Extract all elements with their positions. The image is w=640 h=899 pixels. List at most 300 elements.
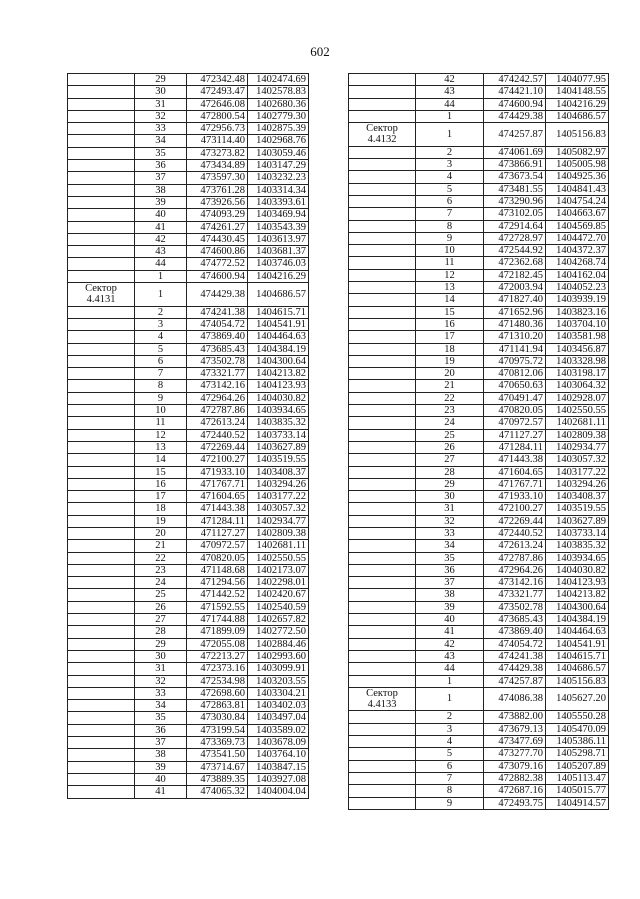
sector-cell	[349, 220, 416, 232]
x-coordinate: 471652.96	[484, 306, 546, 318]
table-row	[349, 577, 609, 589]
table-row	[68, 737, 309, 749]
table-row	[349, 785, 609, 797]
y-coordinate: 1403328.98	[546, 355, 609, 367]
point-number: 39	[135, 196, 187, 208]
x-coordinate: 473434.89	[187, 160, 248, 172]
x-coordinate: 473714.67	[187, 761, 248, 773]
table-row	[68, 700, 309, 712]
point-number: 24	[416, 417, 484, 429]
point-number: 30	[416, 491, 484, 503]
y-coordinate: 1403681.37	[248, 246, 309, 258]
point-number: 8	[416, 785, 484, 797]
point-number: 35	[135, 147, 187, 159]
table-row	[68, 466, 309, 478]
sector-cell	[349, 663, 416, 675]
point-number: 44	[135, 258, 187, 270]
point-number: 28	[135, 626, 187, 638]
table-row	[68, 441, 309, 453]
y-coordinate: 1402968.76	[248, 135, 309, 147]
table-row	[68, 724, 309, 736]
point-number: 20	[135, 527, 187, 539]
y-coordinate: 1404148.55	[546, 86, 609, 98]
x-coordinate: 472882.38	[484, 772, 546, 784]
y-coordinate: 1403678.09	[248, 737, 309, 749]
x-coordinate: 472100.27	[484, 503, 546, 515]
y-coordinate: 1404925.36	[546, 171, 609, 183]
point-number: 2	[416, 711, 484, 723]
y-coordinate: 1405470.09	[546, 723, 609, 735]
sector-cell	[349, 503, 416, 515]
table-row	[349, 760, 609, 772]
y-coordinate: 1403543.39	[248, 221, 309, 233]
sector-cell	[349, 552, 416, 564]
table-row	[68, 209, 309, 221]
table-row	[349, 638, 609, 650]
sector-cell	[349, 491, 416, 503]
x-coordinate: 473079.16	[484, 760, 546, 772]
table-row	[349, 294, 609, 306]
sector-cell	[68, 626, 135, 638]
table-row	[349, 368, 609, 380]
table-row	[349, 380, 609, 392]
point-number: 7	[416, 208, 484, 220]
sector-cell	[349, 74, 416, 86]
sector-cell	[349, 98, 416, 110]
table-row	[349, 540, 609, 552]
sector-cell	[349, 405, 416, 417]
y-coordinate: 1404268.74	[546, 257, 609, 269]
table-row	[68, 355, 309, 367]
table-row	[68, 331, 309, 343]
table-row	[68, 147, 309, 159]
x-coordinate: 473673.54	[484, 171, 546, 183]
sector-cell	[68, 172, 135, 184]
x-coordinate: 473597.30	[187, 172, 248, 184]
sector-cell	[68, 86, 135, 98]
point-number: 39	[135, 761, 187, 773]
point-number: 29	[416, 478, 484, 490]
sector-cell	[349, 601, 416, 613]
table-row	[349, 663, 609, 675]
x-coordinate: 470975.72	[484, 355, 546, 367]
point-number: 9	[416, 797, 484, 809]
x-coordinate: 474086.38	[484, 687, 546, 711]
y-coordinate: 1404464.63	[248, 331, 309, 343]
sector-cell	[68, 700, 135, 712]
point-number: 15	[135, 466, 187, 478]
sector-cell	[349, 748, 416, 760]
y-coordinate: 1403177.22	[248, 491, 309, 503]
x-coordinate: 471933.10	[484, 491, 546, 503]
table-row	[349, 711, 609, 723]
x-coordinate: 471310.20	[484, 331, 546, 343]
sector-cell	[68, 663, 135, 675]
sector-cell	[68, 233, 135, 245]
point-number: 23	[416, 405, 484, 417]
x-coordinate: 474257.87	[484, 123, 546, 147]
x-coordinate: 474429.38	[484, 110, 546, 122]
sector-cell	[68, 209, 135, 221]
sector-cell	[349, 306, 416, 318]
sector-cell	[68, 724, 135, 736]
x-coordinate: 472863.81	[187, 700, 248, 712]
sector-cell	[349, 110, 416, 122]
table-row	[68, 233, 309, 245]
x-coordinate: 471443.38	[187, 503, 248, 515]
sector-cell	[68, 270, 135, 282]
y-coordinate: 1404372.37	[546, 245, 609, 257]
sector-cell	[349, 527, 416, 539]
point-number: 36	[135, 724, 187, 736]
sector-cell	[349, 614, 416, 626]
y-coordinate: 1404841.43	[546, 183, 609, 195]
y-coordinate: 1403823.16	[546, 306, 609, 318]
y-coordinate: 1404615.71	[546, 650, 609, 662]
table-row	[68, 98, 309, 110]
table-row	[68, 392, 309, 404]
table-row	[349, 195, 609, 207]
point-number: 1	[416, 123, 484, 147]
y-coordinate: 1402298.01	[248, 577, 309, 589]
table-row	[349, 454, 609, 466]
sector-cell	[349, 208, 416, 220]
table-row	[68, 478, 309, 490]
point-number: 1	[416, 110, 484, 122]
sector-cell	[349, 515, 416, 527]
sector-cell	[349, 736, 416, 748]
table-row	[349, 797, 609, 809]
sector-cell	[68, 577, 135, 589]
sector-cell	[349, 282, 416, 294]
table-row	[349, 98, 609, 110]
point-number: 34	[135, 135, 187, 147]
x-coordinate: 471480.36	[484, 318, 546, 330]
x-coordinate: 472956.73	[187, 123, 248, 135]
page-number: 602	[310, 44, 330, 59]
x-coordinate: 470650.63	[484, 380, 546, 392]
table-row	[68, 283, 309, 307]
coordinates-table-left	[67, 73, 309, 799]
point-number: 28	[416, 466, 484, 478]
table-row	[349, 736, 609, 748]
y-coordinate: 1404464.63	[546, 626, 609, 638]
x-coordinate: 474241.38	[187, 306, 248, 318]
table-row	[349, 306, 609, 318]
y-coordinate: 1403057.32	[248, 503, 309, 515]
y-coordinate: 1403704.10	[546, 318, 609, 330]
table-row	[349, 257, 609, 269]
y-coordinate: 1404384.19	[546, 614, 609, 626]
x-coordinate: 473685.43	[187, 343, 248, 355]
point-number: 3	[416, 159, 484, 171]
table-row	[349, 110, 609, 122]
x-coordinate: 471933.10	[187, 466, 248, 478]
point-number: 3	[416, 723, 484, 735]
point-number: 14	[135, 454, 187, 466]
point-number: 32	[135, 110, 187, 122]
y-coordinate: 1405005.98	[546, 159, 609, 171]
x-coordinate: 472003.94	[484, 282, 546, 294]
sector-cell	[349, 86, 416, 98]
point-number: 2	[135, 306, 187, 318]
x-coordinate: 472055.08	[187, 638, 248, 650]
table-row	[349, 772, 609, 784]
point-number: 1	[416, 687, 484, 711]
sector-cell: Сектор 4.4131	[68, 283, 135, 307]
table-row	[349, 441, 609, 453]
sector-cell	[349, 269, 416, 281]
sector-cell	[349, 245, 416, 257]
y-coordinate: 1403064.32	[546, 380, 609, 392]
sector-cell	[68, 392, 135, 404]
point-number: 5	[416, 183, 484, 195]
table-row	[349, 208, 609, 220]
x-coordinate: 473889.35	[187, 773, 248, 785]
point-number: 6	[416, 195, 484, 207]
y-coordinate: 1404030.82	[546, 564, 609, 576]
sector-cell	[68, 614, 135, 626]
y-coordinate: 1403456.87	[546, 343, 609, 355]
table-row	[349, 171, 609, 183]
y-coordinate: 1402550.55	[248, 552, 309, 564]
y-coordinate: 1403393.61	[248, 196, 309, 208]
table-row	[349, 601, 609, 613]
y-coordinate: 1404615.71	[248, 306, 309, 318]
sector-cell	[349, 171, 416, 183]
table-row	[349, 343, 609, 355]
y-coordinate: 1404004.04	[248, 786, 309, 798]
sector-cell	[68, 184, 135, 196]
point-number: 10	[135, 405, 187, 417]
y-coordinate: 1404914.57	[546, 797, 609, 809]
point-number: 2	[416, 146, 484, 158]
y-coordinate: 1402875.39	[248, 123, 309, 135]
point-number: 37	[135, 737, 187, 749]
x-coordinate: 470820.05	[484, 405, 546, 417]
point-number: 1	[135, 270, 187, 282]
y-coordinate: 1403581.98	[546, 331, 609, 343]
point-number: 13	[135, 441, 187, 453]
sector-cell	[68, 650, 135, 662]
point-number: 38	[135, 749, 187, 761]
point-number: 19	[416, 355, 484, 367]
x-coordinate: 474061.69	[484, 146, 546, 158]
x-coordinate: 472493.75	[484, 797, 546, 809]
x-coordinate: 474065.32	[187, 786, 248, 798]
x-coordinate: 473481.55	[484, 183, 546, 195]
y-coordinate: 1403939.19	[546, 294, 609, 306]
point-number: 9	[135, 392, 187, 404]
sector-cell	[68, 540, 135, 552]
sector-cell	[349, 626, 416, 638]
table-row	[68, 270, 309, 282]
sector-cell	[349, 429, 416, 441]
table-row	[68, 380, 309, 392]
table-row	[68, 196, 309, 208]
point-number: 18	[416, 343, 484, 355]
table-row	[68, 687, 309, 699]
point-number: 35	[416, 552, 484, 564]
y-coordinate: 1403627.89	[546, 515, 609, 527]
point-number: 32	[135, 675, 187, 687]
table-row	[68, 221, 309, 233]
y-coordinate: 1403294.26	[248, 478, 309, 490]
table-row	[349, 429, 609, 441]
y-coordinate: 1402680.36	[248, 98, 309, 110]
y-coordinate: 1403408.37	[546, 491, 609, 503]
sector-cell	[68, 589, 135, 601]
y-coordinate: 1405627.20	[546, 687, 609, 711]
point-number: 24	[135, 577, 187, 589]
y-coordinate: 1404213.82	[248, 368, 309, 380]
table-row	[68, 749, 309, 761]
point-number: 32	[416, 515, 484, 527]
point-number: 11	[416, 257, 484, 269]
sector-cell	[68, 380, 135, 392]
table-row	[68, 675, 309, 687]
x-coordinate: 472964.26	[484, 564, 546, 576]
table-row	[68, 246, 309, 258]
x-coordinate: 474600.94	[187, 270, 248, 282]
table-row	[349, 232, 609, 244]
point-number: 8	[416, 220, 484, 232]
x-coordinate: 471442.52	[187, 589, 248, 601]
y-coordinate: 1403835.32	[248, 417, 309, 429]
x-coordinate: 472373.16	[187, 663, 248, 675]
x-coordinate: 470812.06	[484, 368, 546, 380]
table-row	[68, 135, 309, 147]
table-row	[68, 184, 309, 196]
point-number: 13	[416, 282, 484, 294]
x-coordinate: 474600.86	[187, 246, 248, 258]
sector-cell	[349, 785, 416, 797]
sector-cell	[349, 183, 416, 195]
y-coordinate: 1402657.82	[248, 614, 309, 626]
x-coordinate: 472787.86	[484, 552, 546, 564]
sector-cell: Сектор 4.4133	[349, 687, 416, 711]
x-coordinate: 474421.10	[484, 86, 546, 98]
y-coordinate: 1403497.04	[248, 712, 309, 724]
y-coordinate: 1404384.19	[248, 343, 309, 355]
table-row	[68, 552, 309, 564]
x-coordinate: 473541.50	[187, 749, 248, 761]
y-coordinate: 1402934.77	[546, 441, 609, 453]
sector-cell	[349, 257, 416, 269]
y-coordinate: 1402173.07	[248, 564, 309, 576]
point-number: 12	[135, 429, 187, 441]
table-row	[349, 515, 609, 527]
x-coordinate: 472342.48	[187, 74, 248, 86]
table-row	[68, 368, 309, 380]
x-coordinate: 472646.08	[187, 98, 248, 110]
y-coordinate: 1404216.29	[546, 98, 609, 110]
sector-cell	[349, 466, 416, 478]
y-coordinate: 1402540.59	[248, 601, 309, 613]
y-coordinate: 1404686.57	[546, 663, 609, 675]
y-coordinate: 1404754.24	[546, 195, 609, 207]
point-number: 7	[135, 368, 187, 380]
x-coordinate: 473273.82	[187, 147, 248, 159]
sector-cell	[68, 331, 135, 343]
table-row	[68, 123, 309, 135]
table-row	[68, 160, 309, 172]
x-coordinate: 474093.29	[187, 209, 248, 221]
table-row	[349, 220, 609, 232]
y-coordinate: 1402934.77	[248, 515, 309, 527]
point-number: 6	[135, 355, 187, 367]
y-coordinate: 1403408.37	[248, 466, 309, 478]
coordinates-table-right	[348, 73, 609, 810]
y-coordinate: 1403099.91	[248, 663, 309, 675]
x-coordinate: 473869.40	[484, 626, 546, 638]
x-coordinate: 474261.27	[187, 221, 248, 233]
x-coordinate: 474242.57	[484, 74, 546, 86]
sector-cell	[68, 98, 135, 110]
point-number: 16	[416, 318, 484, 330]
table-row	[68, 110, 309, 122]
point-number: 14	[416, 294, 484, 306]
sector-cell	[68, 786, 135, 798]
sector-cell	[68, 258, 135, 270]
y-coordinate: 1403402.03	[248, 700, 309, 712]
y-coordinate: 1405298.71	[546, 748, 609, 760]
sector-cell	[349, 232, 416, 244]
x-coordinate: 471284.11	[484, 441, 546, 453]
x-coordinate: 474429.38	[187, 283, 248, 307]
point-number: 43	[416, 650, 484, 662]
x-coordinate: 473502.78	[187, 355, 248, 367]
table-row	[68, 761, 309, 773]
table-row	[68, 614, 309, 626]
y-coordinate: 1402681.11	[248, 540, 309, 552]
table-row	[349, 86, 609, 98]
table-row	[349, 527, 609, 539]
table-row	[68, 318, 309, 330]
table-row	[68, 86, 309, 98]
x-coordinate: 471148.68	[187, 564, 248, 576]
point-number: 6	[416, 760, 484, 772]
sector-cell	[349, 343, 416, 355]
point-number: 26	[135, 601, 187, 613]
point-number: 7	[416, 772, 484, 784]
x-coordinate: 473114.40	[187, 135, 248, 147]
x-coordinate: 470972.57	[484, 417, 546, 429]
sector-cell	[349, 318, 416, 330]
table-row	[349, 331, 609, 343]
y-coordinate: 1404569.85	[546, 220, 609, 232]
y-coordinate: 1404213.82	[546, 589, 609, 601]
y-coordinate: 1403589.02	[248, 724, 309, 736]
x-coordinate: 474600.94	[484, 98, 546, 110]
point-number: 37	[416, 577, 484, 589]
table-row	[68, 786, 309, 798]
table-row	[68, 564, 309, 576]
table-row	[349, 159, 609, 171]
y-coordinate: 1403835.32	[546, 540, 609, 552]
y-coordinate: 1404162.04	[546, 269, 609, 281]
y-coordinate: 1403934.65	[546, 552, 609, 564]
sector-cell	[68, 491, 135, 503]
point-number: 40	[135, 209, 187, 221]
table-row	[349, 417, 609, 429]
table-row	[68, 650, 309, 662]
y-coordinate: 1403746.03	[248, 258, 309, 270]
sector-cell	[349, 797, 416, 809]
y-coordinate: 1402420.67	[248, 589, 309, 601]
y-coordinate: 1403232.23	[248, 172, 309, 184]
sector-cell	[68, 564, 135, 576]
